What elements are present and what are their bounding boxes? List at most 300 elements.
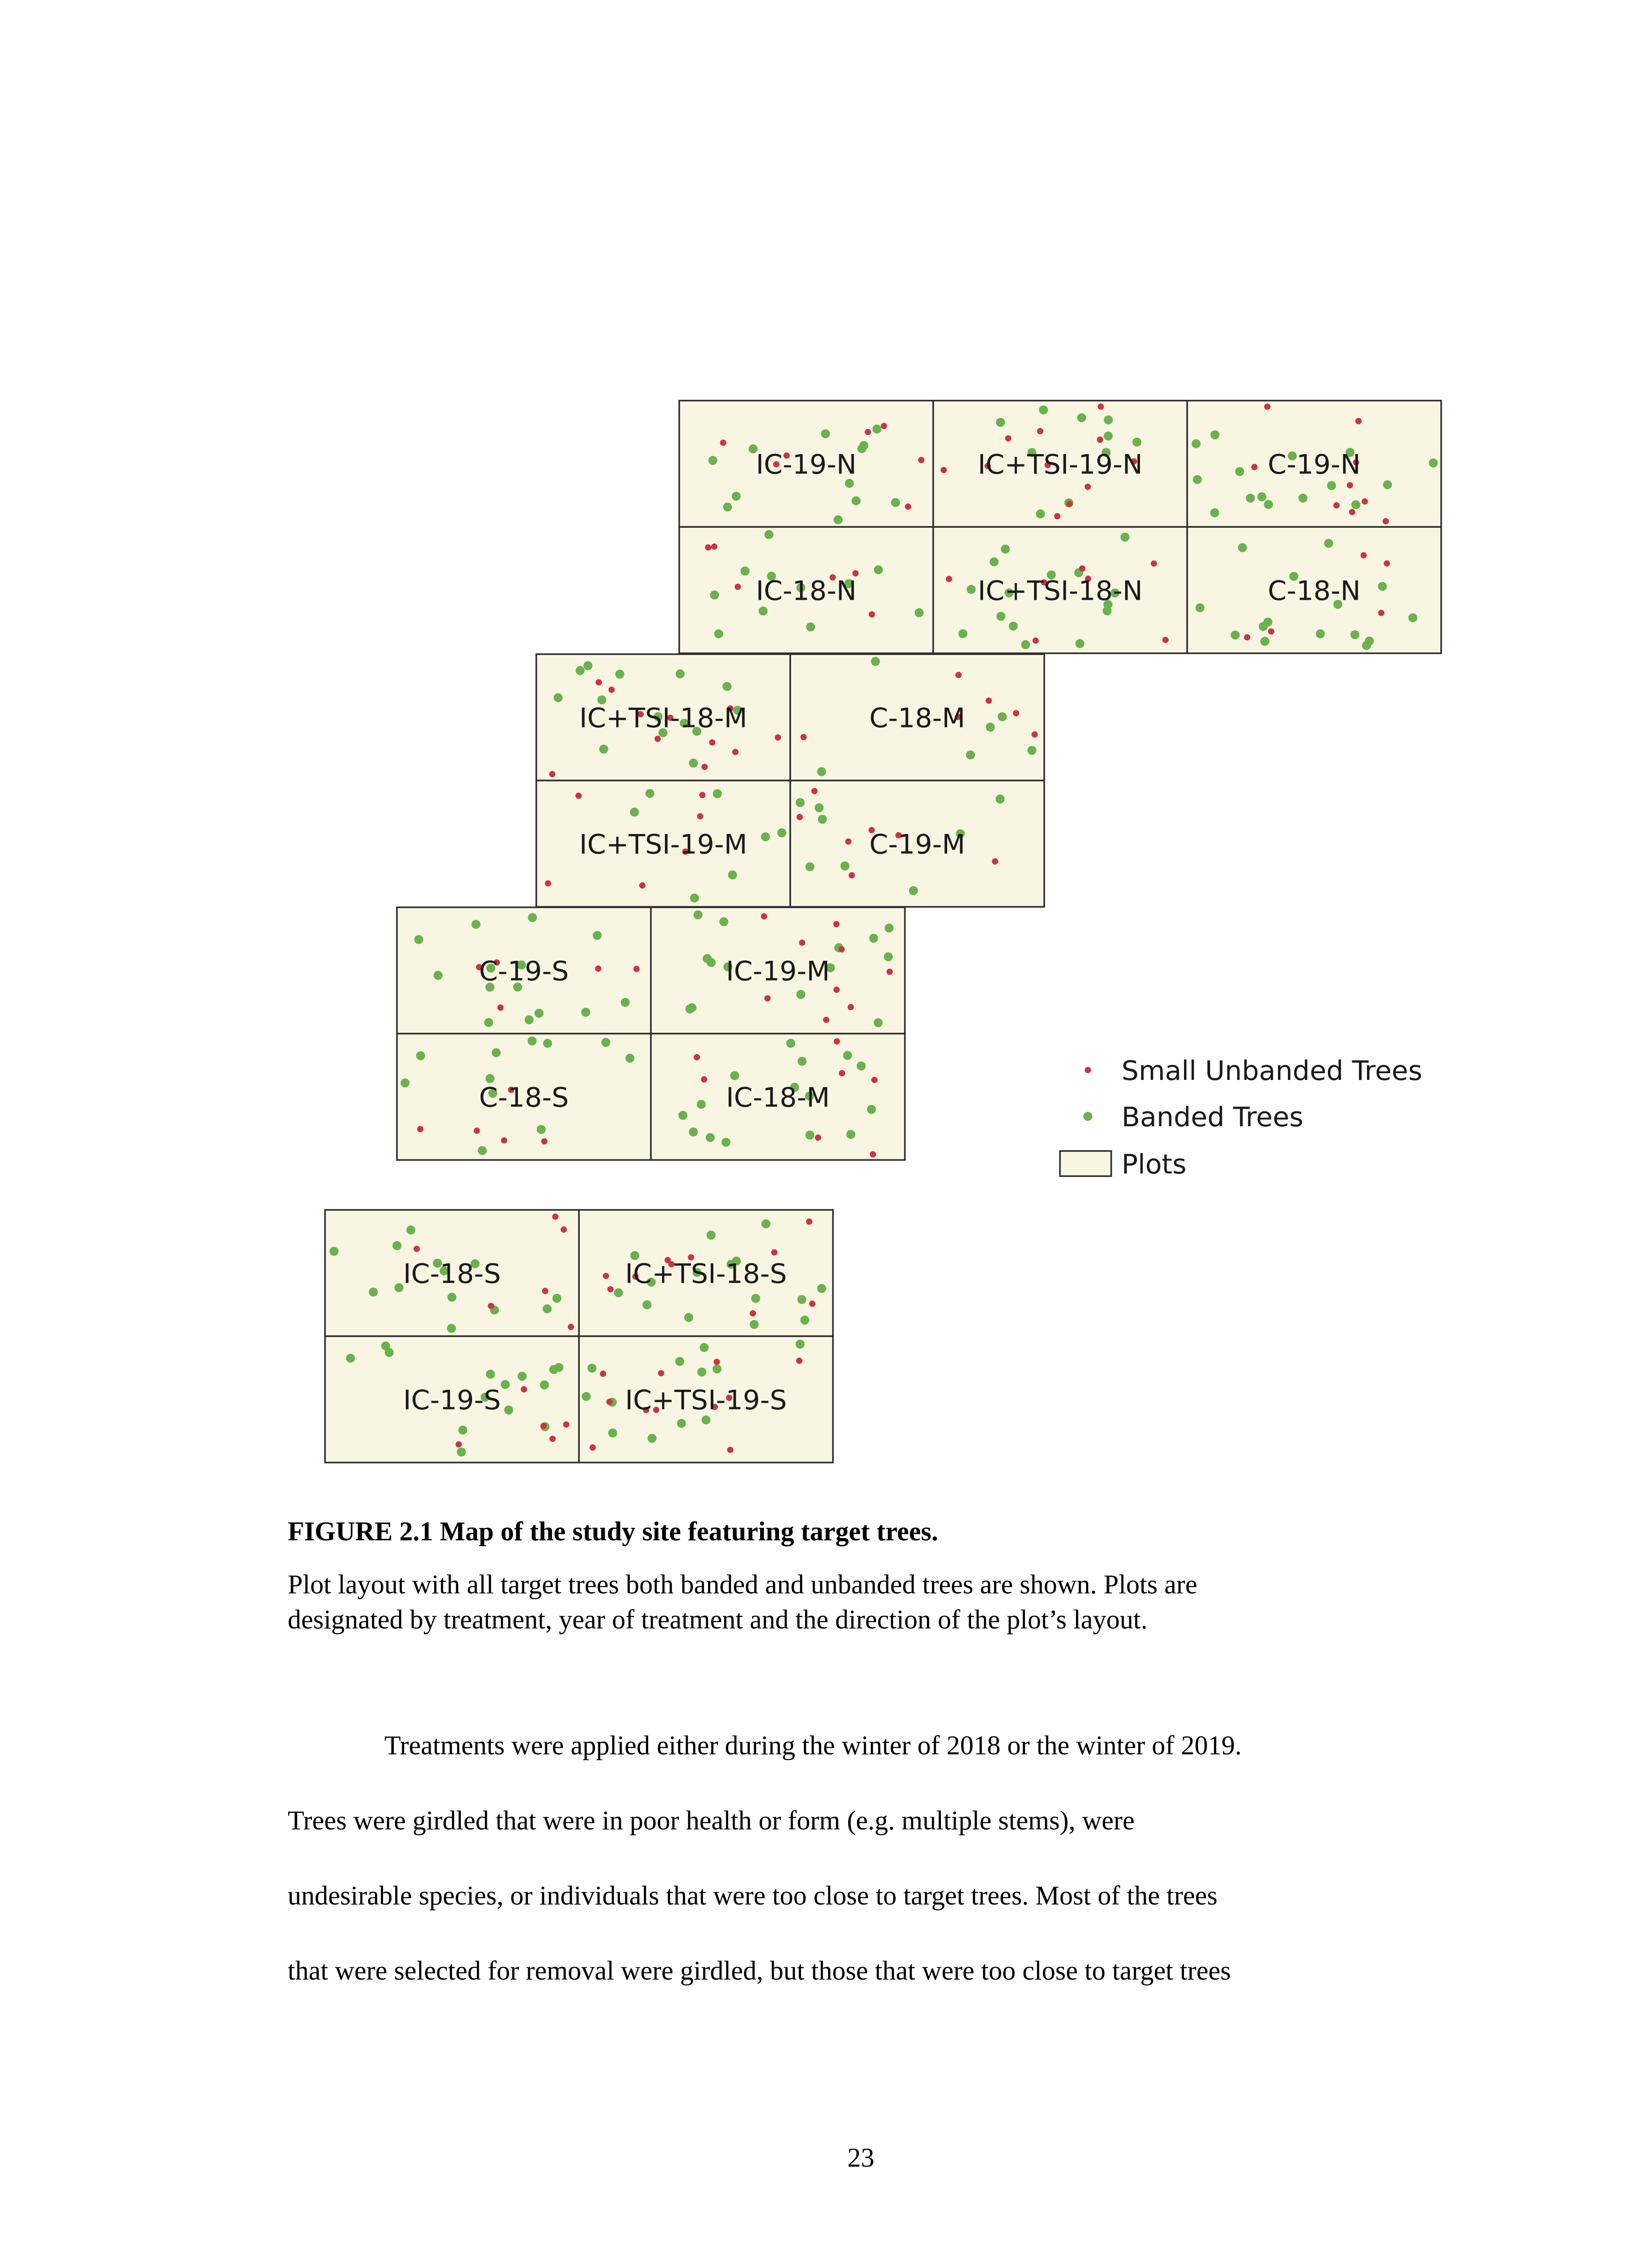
banded-tree-point — [1378, 582, 1387, 591]
banded-tree-point — [501, 1380, 510, 1389]
banded-tree-point — [703, 954, 712, 963]
plot-label: IC-19-N — [756, 449, 857, 481]
banded-tree-point — [1238, 543, 1247, 552]
legend-label-banded: Banded Trees — [1122, 1102, 1304, 1133]
banded-tree-point — [997, 612, 1006, 621]
banded-tree-point — [694, 910, 703, 919]
small-unbanded-tree-point — [705, 544, 711, 551]
banded-tree-point — [689, 1128, 698, 1137]
banded-tree-point — [1132, 437, 1141, 446]
banded-tree-point — [759, 607, 768, 616]
banded-tree-legend-icon — [1083, 1112, 1092, 1121]
plot-label: IC+TSI-19-M — [579, 829, 748, 861]
banded-tree-point — [528, 913, 537, 922]
banded-tree-point — [761, 1219, 770, 1228]
banded-tree-point — [625, 1054, 634, 1063]
banded-tree-point — [1075, 639, 1084, 648]
small-unbanded-tree-point — [1244, 634, 1250, 641]
banded-tree-point — [750, 1320, 759, 1329]
banded-tree-point — [369, 1288, 378, 1297]
plot-label: C-18-M — [869, 702, 966, 734]
banded-tree-point — [843, 1051, 852, 1060]
banded-tree-point — [1036, 509, 1045, 518]
body-line-2: Trees were girdled that were in poor health or form (e.g. multiple stems), were — [288, 1806, 1135, 1835]
banded-tree-point — [330, 1247, 338, 1256]
banded-tree-point — [817, 767, 826, 776]
small-unbanded-tree-point — [732, 749, 739, 755]
banded-tree-point — [395, 1283, 404, 1292]
figure-caption-line-2: designated by treatment, year of treatment and the direction of the plot’s layout. — [288, 1605, 1148, 1634]
banded-tree-point — [721, 1138, 730, 1147]
small-unbanded-tree-point — [1098, 403, 1104, 410]
legend-label-plots: Plots — [1122, 1149, 1187, 1180]
plot-label: C-18-S — [479, 1082, 569, 1114]
small-unbanded-tree-point — [595, 965, 601, 972]
small-unbanded-tree-point — [886, 969, 893, 975]
small-unbanded-tree-point — [497, 1004, 503, 1011]
small-unbanded-tree-point — [809, 1301, 815, 1307]
figure-caption-title: FIGURE 2.1 Map of the study site featuring target trees. — [288, 1517, 939, 1546]
banded-tree-point — [678, 1111, 687, 1120]
banded-tree-point — [381, 1342, 390, 1351]
banded-tree-point — [583, 661, 592, 670]
small-unbanded-tree-point — [881, 423, 887, 429]
small-unbanded-tree-point — [1066, 501, 1073, 507]
small-unbanded-tree-point — [701, 1076, 707, 1083]
small-unbanded-tree-point — [609, 687, 615, 693]
small-unbanded-tree-point — [761, 913, 767, 919]
small-unbanded-tree-point — [501, 1137, 507, 1143]
banded-tree-point — [1210, 508, 1219, 517]
banded-tree-point — [857, 1062, 866, 1070]
small-unbanded-tree-point — [474, 1128, 480, 1134]
plot-label: IC-18-M — [726, 1082, 830, 1114]
banded-tree-point — [702, 1415, 711, 1424]
small-unbanded-tree-point — [815, 1134, 821, 1141]
small-unbanded-tree-point — [709, 739, 715, 745]
banded-tree-point — [434, 971, 443, 980]
small-unbanded-tree-point — [658, 1370, 664, 1376]
banded-tree-point — [874, 565, 883, 574]
small-unbanded-tree-point — [823, 1017, 829, 1023]
small-unbanded-tree-legend-icon — [1085, 1067, 1091, 1073]
banded-tree-point — [599, 745, 608, 754]
banded-tree-point — [684, 1313, 693, 1322]
banded-tree-point — [697, 1100, 706, 1109]
small-unbanded-tree-point — [606, 1399, 613, 1405]
small-unbanded-tree-point — [552, 1213, 558, 1220]
small-unbanded-tree-point — [699, 792, 705, 798]
banded-tree-point — [401, 1079, 410, 1088]
small-unbanded-tree-point — [845, 839, 851, 845]
small-unbanded-tree-point — [918, 457, 924, 463]
small-unbanded-tree-point — [1347, 482, 1353, 488]
plot-legend-icon — [1060, 1151, 1111, 1176]
small-unbanded-tree-point — [865, 429, 871, 435]
small-unbanded-tree-point — [488, 1303, 494, 1309]
banded-tree-point — [1351, 500, 1360, 509]
banded-tree-point — [857, 444, 866, 453]
banded-tree-point — [478, 1146, 487, 1155]
banded-tree-point — [1028, 746, 1037, 755]
plot-label: IC-19-M — [726, 955, 830, 987]
small-unbanded-tree-point — [1032, 731, 1038, 738]
banded-tree-point — [1211, 430, 1220, 439]
small-unbanded-tree-point — [1349, 509, 1355, 515]
banded-tree-point — [1039, 406, 1048, 415]
banded-tree-point — [1350, 630, 1359, 639]
banded-tree-point — [884, 952, 893, 961]
banded-tree-point — [1316, 629, 1325, 638]
banded-tree-point — [543, 1304, 552, 1313]
banded-tree-point — [706, 1133, 715, 1142]
small-unbanded-tree-point — [633, 966, 640, 972]
banded-tree-point — [728, 870, 737, 879]
banded-tree-point — [833, 515, 842, 524]
banded-tree-point — [891, 498, 900, 507]
banded-tree-point — [457, 1448, 466, 1457]
small-unbanded-tree-point — [603, 1273, 609, 1279]
small-unbanded-tree-point — [714, 1359, 720, 1365]
small-unbanded-tree-point — [417, 1126, 423, 1132]
small-unbanded-tree-point — [720, 440, 726, 446]
banded-tree-point — [751, 1294, 760, 1303]
banded-tree-point — [998, 712, 1007, 721]
banded-tree-point — [581, 1008, 590, 1017]
small-unbanded-tree-point — [542, 1288, 548, 1294]
small-unbanded-tree-point — [590, 1445, 596, 1451]
banded-tree-point — [537, 1125, 546, 1134]
small-unbanded-tree-point — [1264, 404, 1270, 410]
banded-tree-point — [867, 1105, 876, 1114]
small-unbanded-tree-point — [1383, 518, 1389, 524]
plot-label: IC+TSI-18-N — [978, 575, 1143, 607]
small-unbanded-tree-point — [955, 672, 962, 678]
small-unbanded-tree-point — [701, 764, 708, 770]
banded-tree-point — [871, 657, 880, 666]
small-unbanded-tree-point — [655, 736, 661, 742]
body-line-1: Treatments were applied either during the winter of 2018 or the winter of 2019. — [384, 1731, 1242, 1760]
small-unbanded-tree-point — [905, 504, 911, 510]
banded-tree-point — [707, 1231, 716, 1240]
banded-tree-point — [406, 1226, 415, 1235]
small-unbanded-tree-point — [946, 576, 952, 582]
banded-tree-point — [687, 1003, 696, 1012]
banded-tree-point — [796, 1340, 805, 1349]
banded-tree-point — [958, 629, 967, 638]
banded-tree-point — [719, 917, 728, 926]
plot-label: C-19-N — [1268, 449, 1361, 481]
small-unbanded-tree-point — [764, 995, 770, 1002]
banded-tree-point — [540, 1380, 549, 1389]
plot-label: C-18-N — [1268, 575, 1361, 607]
small-unbanded-tree-point — [1013, 710, 1019, 716]
banded-tree-point — [484, 1018, 493, 1027]
banded-tree-point — [1077, 413, 1086, 422]
banded-tree-point — [492, 1048, 501, 1057]
banded-tree-point — [447, 1293, 456, 1302]
banded-tree-point — [1231, 630, 1240, 639]
banded-tree-point — [1246, 494, 1255, 503]
banded-tree-point — [1192, 439, 1201, 448]
small-unbanded-tree-point — [1033, 638, 1039, 644]
small-unbanded-tree-point — [1251, 464, 1258, 470]
banded-tree-point — [996, 418, 1005, 427]
banded-tree-point — [796, 798, 805, 807]
small-unbanded-tree-point — [848, 1004, 854, 1010]
banded-tree-point — [642, 1300, 651, 1309]
banded-tree-point — [915, 608, 924, 617]
small-unbanded-tree-point — [799, 940, 806, 946]
banded-tree-point — [732, 492, 741, 501]
banded-tree-point — [714, 629, 723, 638]
banded-tree-point — [518, 1372, 527, 1381]
small-unbanded-tree-point — [986, 697, 992, 704]
plot-label: IC-18-S — [403, 1258, 501, 1290]
small-unbanded-tree-point — [455, 1441, 462, 1448]
plot-label: IC-19-S — [403, 1384, 501, 1416]
banded-tree-point — [765, 530, 774, 539]
banded-tree-point — [710, 590, 719, 599]
banded-tree-point — [818, 815, 827, 824]
banded-tree-point — [1235, 467, 1244, 476]
plot-label: C-19-M — [869, 829, 966, 861]
banded-tree-point — [447, 1324, 456, 1333]
banded-tree-point — [821, 429, 830, 438]
banded-tree-point — [648, 1434, 657, 1443]
figure-caption-line-1: Plot layout with all target trees both banded and unbanded trees are shown. Plots are — [288, 1570, 1198, 1599]
banded-tree-point — [534, 1009, 543, 1018]
banded-tree-point — [554, 1363, 563, 1372]
small-unbanded-tree-point — [870, 1151, 876, 1158]
banded-tree-point — [817, 1284, 826, 1293]
banded-tree-point — [346, 1354, 355, 1363]
banded-tree-point — [885, 923, 894, 932]
banded-tree-point — [582, 1392, 591, 1401]
plot-label: IC+TSI-19-S — [625, 1384, 787, 1416]
banded-tree-point — [676, 669, 685, 678]
banded-tree-point — [722, 682, 731, 691]
banded-tree-point — [989, 558, 998, 566]
banded-tree-point — [675, 1357, 684, 1366]
banded-tree-point — [800, 1316, 809, 1325]
small-unbanded-tree-point — [806, 1218, 812, 1225]
small-unbanded-tree-point — [575, 793, 582, 799]
small-unbanded-tree-point — [1378, 610, 1385, 616]
banded-tree-point — [689, 758, 698, 767]
body-line-3: undesirable species, or individuals that were too close to target trees. Most of the trees — [288, 1881, 1218, 1910]
small-unbanded-tree-point — [596, 679, 602, 686]
banded-tree-point — [1104, 432, 1113, 441]
banded-tree-point — [1264, 500, 1273, 509]
banded-tree-point — [646, 789, 655, 798]
small-unbanded-tree-point — [1085, 484, 1091, 490]
banded-tree-point — [576, 666, 585, 675]
small-unbanded-tree-point — [549, 1436, 556, 1442]
small-unbanded-tree-point — [833, 921, 840, 928]
page-number: 23 — [847, 2143, 874, 2172]
banded-tree-point — [1259, 622, 1268, 631]
banded-tree-point — [690, 893, 699, 902]
small-unbanded-tree-point — [1333, 502, 1340, 508]
banded-tree-point — [841, 861, 850, 870]
banded-tree-point — [1365, 637, 1374, 646]
small-unbanded-tree-point — [639, 882, 646, 888]
small-unbanded-tree-point — [607, 1286, 614, 1293]
banded-tree-point — [815, 803, 824, 812]
banded-tree-point — [966, 750, 975, 759]
small-unbanded-tree-point — [1362, 498, 1368, 504]
banded-tree-point — [525, 1015, 534, 1024]
banded-tree-point — [730, 1071, 739, 1080]
banded-tree-point — [851, 496, 860, 505]
small-unbanded-tree-point — [1355, 418, 1362, 424]
banded-tree-point — [554, 693, 563, 702]
banded-tree-point — [869, 934, 878, 943]
banded-tree-point — [472, 920, 481, 929]
small-unbanded-tree-point — [1361, 552, 1367, 558]
banded-tree-point — [414, 935, 423, 944]
banded-tree-point — [797, 1295, 806, 1304]
small-unbanded-tree-point — [801, 734, 807, 740]
banded-tree-point — [797, 990, 806, 999]
banded-tree-point — [543, 1039, 552, 1048]
banded-tree-point — [1383, 480, 1392, 489]
banded-tree-point — [1299, 494, 1308, 503]
small-unbanded-tree-point — [750, 1310, 756, 1316]
banded-tree-point — [1195, 603, 1204, 612]
banded-tree-point — [1260, 637, 1269, 646]
small-unbanded-tree-point — [1037, 428, 1043, 434]
banded-tree-point — [761, 832, 770, 841]
small-unbanded-tree-point — [940, 467, 947, 473]
banded-tree-point — [552, 1294, 561, 1303]
small-unbanded-tree-point — [833, 986, 840, 993]
banded-tree-point — [1021, 640, 1030, 649]
plot-label: IC-18-N — [756, 575, 857, 607]
banded-tree-point — [1408, 613, 1417, 622]
small-unbanded-tree-point — [549, 771, 556, 777]
small-unbanded-tree-point — [545, 880, 551, 887]
banded-tree-point — [486, 1370, 495, 1379]
small-unbanded-tree-point — [771, 1249, 778, 1256]
small-unbanded-tree-point — [694, 1054, 700, 1061]
banded-tree-point — [786, 1039, 795, 1048]
banded-tree-point — [1324, 539, 1333, 548]
banded-tree-point — [1121, 533, 1130, 542]
banded-tree-point — [723, 503, 732, 512]
banded-tree-point — [874, 1018, 883, 1027]
banded-tree-point — [986, 723, 995, 731]
banded-tree-point — [806, 1131, 815, 1140]
plot-label: IC+TSI-18-M — [579, 702, 748, 734]
small-unbanded-tree-point — [1162, 637, 1169, 643]
body-line-4: that were selected for removal were girdled, but those that were too close to target trees — [288, 1956, 1231, 1985]
plot-label: IC+TSI-19-N — [978, 449, 1143, 481]
banded-tree-point — [699, 1343, 708, 1352]
small-unbanded-tree-point — [796, 1358, 802, 1364]
banded-tree-point — [1009, 622, 1018, 631]
small-unbanded-tree-point — [775, 734, 781, 740]
banded-tree-point — [459, 1426, 468, 1435]
small-unbanded-tree-point — [600, 1370, 606, 1377]
banded-tree-point — [1429, 459, 1438, 468]
small-unbanded-tree-point — [697, 813, 704, 820]
banded-tree-point — [708, 456, 717, 465]
small-unbanded-tree-point — [540, 1423, 547, 1429]
small-unbanded-tree-point — [1005, 435, 1011, 442]
small-unbanded-tree-point — [871, 1077, 877, 1083]
small-unbanded-tree-point — [849, 872, 855, 879]
banded-tree-point — [614, 1288, 623, 1297]
banded-tree-point — [528, 1036, 537, 1045]
small-unbanded-tree-point — [727, 1447, 734, 1453]
banded-tree-point — [1327, 481, 1336, 490]
banded-tree-point — [1001, 544, 1010, 553]
banded-tree-point — [1257, 492, 1266, 501]
small-unbanded-tree-point — [1054, 513, 1060, 519]
banded-tree-point — [593, 931, 602, 940]
legend-label-small-unbanded: Small Unbanded Trees — [1122, 1055, 1422, 1087]
banded-tree-point — [846, 1130, 855, 1139]
small-unbanded-tree-point — [839, 1070, 845, 1076]
banded-tree-point — [713, 789, 722, 798]
plot-label: C-19-S — [479, 955, 569, 987]
small-unbanded-tree-point — [992, 858, 998, 865]
banded-tree-point — [630, 807, 639, 816]
banded-tree-point — [601, 1038, 610, 1047]
banded-tree-point — [504, 1405, 513, 1414]
banded-tree-point — [996, 794, 1005, 803]
banded-tree-point — [615, 669, 624, 678]
banded-tree-point — [777, 828, 786, 837]
banded-tree-point — [621, 998, 630, 1007]
small-unbanded-tree-point — [561, 1227, 567, 1233]
banded-tree-point — [797, 1057, 806, 1066]
banded-tree-point — [966, 585, 975, 594]
small-unbanded-tree-point — [1384, 560, 1390, 566]
small-unbanded-tree-point — [541, 1138, 548, 1145]
small-unbanded-tree-point — [797, 814, 803, 820]
banded-tree-point — [740, 566, 749, 575]
banded-tree-point — [392, 1241, 401, 1250]
banded-tree-point — [416, 1051, 425, 1060]
small-unbanded-tree-point — [521, 1386, 527, 1392]
small-unbanded-tree-point — [1097, 437, 1103, 443]
small-unbanded-tree-point — [869, 611, 875, 618]
small-unbanded-tree-point — [1151, 560, 1157, 566]
plot-label: IC+TSI-18-S — [625, 1258, 787, 1290]
banded-tree-point — [806, 622, 815, 631]
small-unbanded-tree-point — [811, 788, 818, 794]
banded-tree-point — [588, 1364, 597, 1373]
banded-tree-point — [873, 424, 882, 433]
banded-tree-point — [909, 886, 918, 895]
banded-tree-point — [1104, 415, 1113, 424]
small-unbanded-tree-point — [711, 544, 717, 550]
small-unbanded-tree-point — [414, 1246, 420, 1252]
small-unbanded-tree-point — [563, 1421, 570, 1427]
small-unbanded-tree-point — [838, 946, 845, 953]
small-unbanded-tree-point — [1268, 629, 1274, 635]
banded-tree-point — [712, 1365, 721, 1374]
map-legend — [1060, 1055, 1422, 1180]
banded-tree-point — [677, 1419, 686, 1428]
banded-tree-point — [806, 862, 815, 871]
small-unbanded-tree-point — [834, 1038, 840, 1044]
small-unbanded-tree-point — [735, 584, 741, 590]
banded-tree-point — [697, 1368, 706, 1377]
